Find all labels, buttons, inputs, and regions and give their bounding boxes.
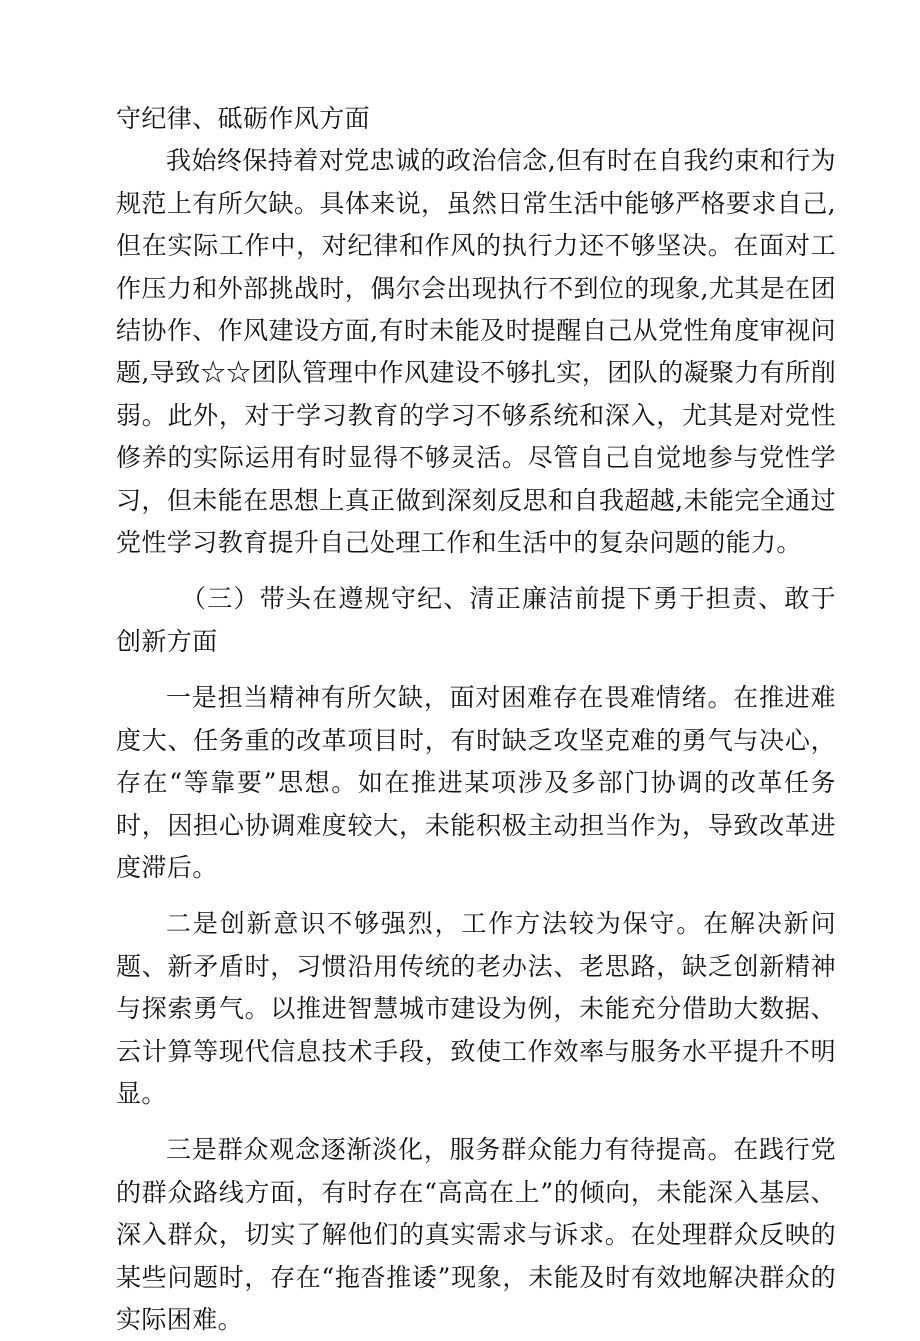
paragraph-spacer — [116, 663, 836, 677]
paragraph-point-one: 一是担当精神有所欠缺，面对困难存在畏难情绪。在推进难度大、任务重的改革项目时，有时缺乏攻坚克难的勇气与决心，存在“等靠要”思想。如在推进某项涉及多部门协调的改革任务时，因担心协调难度较大，未能积极主动担当作为，导致改革进度滞后。 — [116, 683, 836, 882]
paragraph-spacer — [116, 1115, 836, 1129]
paragraph-point-three: 三是群众观念逐渐淡化，服务群众能力有待提高。在践行党的群众路线方面，有时存在“高高在上”的倾向，未能深入基层、深入群众，切实了解他们的真实需求与诉求。在处理群众反映的某些问题时，存在“拖沓推诿”现象，未能及时有效地解决群众的实际困难。 — [116, 1135, 836, 1334]
paragraph-spacer — [116, 564, 836, 578]
section-heading-three: （三）带头在遵规守纪、清正廉洁前提下勇于担责、敢于创新方面 — [116, 584, 836, 656]
document-body — [116, 98, 836, 1341]
paragraph-point-two: 二是创新意识不够强烈，工作方法较为保守。在解决新问题、新矛盾时，习惯沿用传统的老办法、老思路，缺乏创新精神与探索勇气。以推进智慧城市建设为例，未能充分借助大数据、云计算等现代信息技术手段，致使工作效率与服务水平提升不明显。 — [116, 909, 836, 1108]
paragraph-spacer — [116, 889, 836, 903]
section-heading-continued: 守纪律、砥砺作风方面 — [116, 104, 371, 133]
paragraph-discipline: 我始终保持着对党忠诚的政治信念,但有时在自我约束和行为规范上有所欠缺。具体来说，虽然日常生活中能够严格要求自己,但在实际工作中，对纪律和作风的执行力还不够坚决。在面对工作压力和外部挑战时，偶尔会出现执行不到位的现象,尤其是在团结协作、作风建设方面,有时未能及时提醒自己从党性角度审视问题,导致☆☆团队管理中作风建设不够扎实，团队的凝聚力有所削弱。此外，对于学习教育的学习不够系统和深入，尤其是对党性修养的实际运用有时显得不够灵活。尽管自己自觉地参与党性学习，但未能在思想上真正做到深刻反思和自我超越,未能完全通过党性学习教育提升自己处理工作和生活中的复杂问题的能力。 — [116, 146, 836, 558]
